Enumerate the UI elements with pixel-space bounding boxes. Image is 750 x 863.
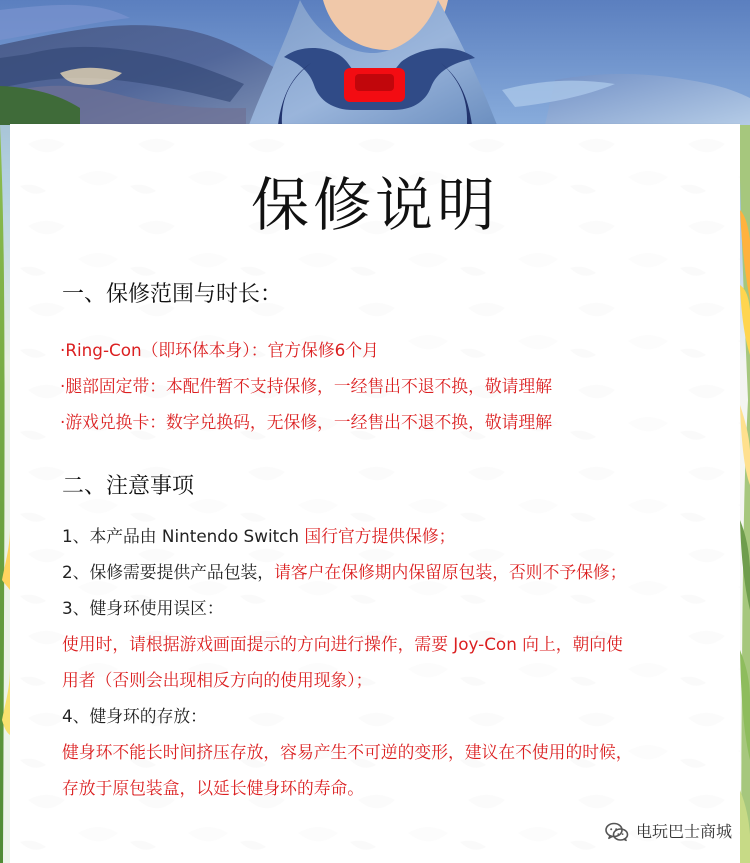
note-one-red-text: 国行官方提供保修； <box>304 526 456 546</box>
usage-warning-line: 使用时，请根据游戏画面提示的方向进行操作，需要 Joy-Con 向上，朝向使 <box>62 634 623 654</box>
storage-warning-block <box>62 734 702 806</box>
storage-heading: 4、健身环的存放： <box>62 706 207 726</box>
source-watermark <box>605 821 732 843</box>
warranty-panel <box>10 124 740 863</box>
game-card-warranty-item: ·游戏兑换卡：数字兑换码，无保修，一经售出不退不换，敬请理解 <box>60 412 552 432</box>
note-two-red-text: 请客户在保修期内保留原包装，否则不予保修； <box>274 562 627 582</box>
storage-warning-line: 健身环不能长时间挤压存放，容易产生不可逆的变形，建议在不使用的时候， <box>62 742 633 762</box>
storage-warning-line: 存放于原包装盒，以延长健身环的寿命。 <box>62 778 365 798</box>
usage-warning-block <box>62 626 702 698</box>
usage-warning-line: 用者（否则会出现相反方向的使用现象）； <box>62 670 373 690</box>
leg-strap-warranty-item: ·腿部固定带：本配件暂不支持保修，一经售出不退不换，敬请理解 <box>60 376 552 396</box>
ring-con-warranty-item: ·Ring-Con（即环体本身）：官方保修6个月 <box>60 340 379 360</box>
notes-heading: 二、注意事项 <box>62 474 195 499</box>
wechat-icon <box>605 821 629 843</box>
note-item-packaging <box>62 554 702 590</box>
note-item-official-warranty <box>62 518 702 554</box>
page-title: 保修说明 <box>250 171 499 239</box>
warranty-content <box>10 124 740 863</box>
watermark-text: 电玩巴士商城 <box>635 822 732 841</box>
warranty-scope-heading: 一、保修范围与时长： <box>62 282 283 307</box>
warranty-scope-list <box>60 332 700 440</box>
notes-list <box>62 518 702 806</box>
note-three-black-text: 3、健身环使用误区： <box>62 598 224 618</box>
note-one-black-text: 1、本产品由 Nintendo Switch <box>62 526 305 546</box>
note-item-usage-mistakes <box>62 590 702 626</box>
note-two-black-text: 2、保修需要提供产品包装， <box>62 562 275 582</box>
